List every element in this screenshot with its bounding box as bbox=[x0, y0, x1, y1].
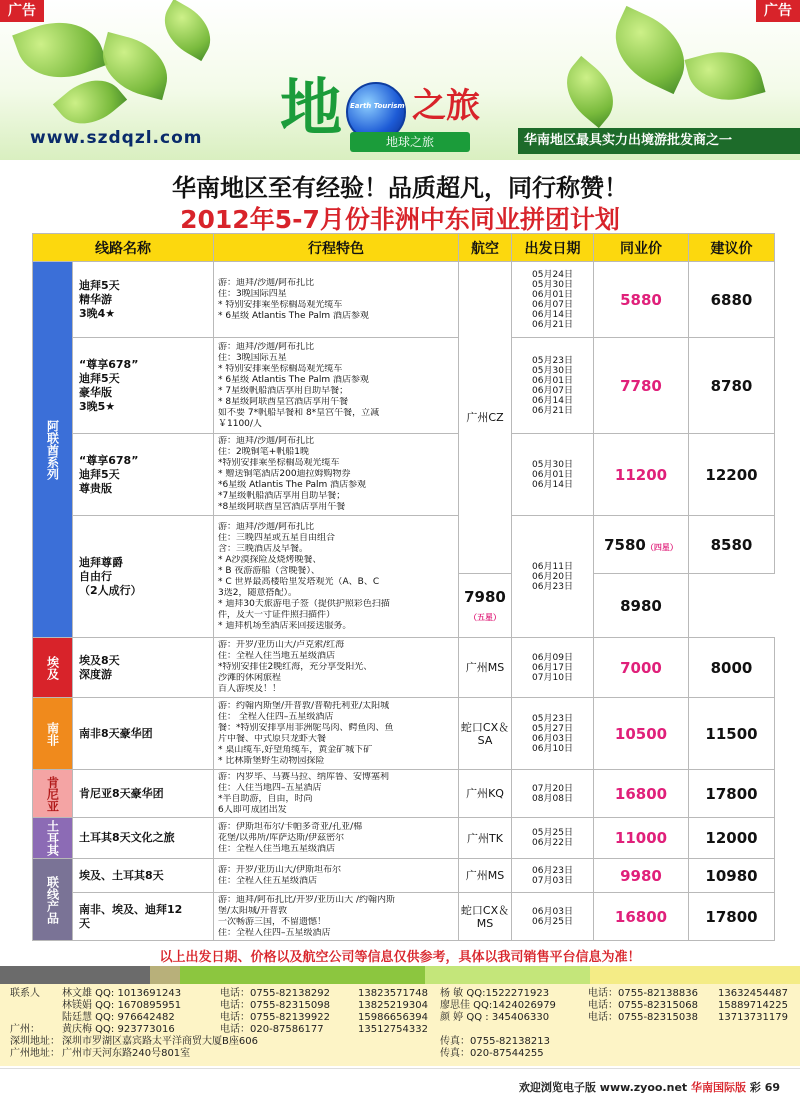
table-row bbox=[33, 262, 775, 338]
trade-price: 10500 bbox=[594, 698, 689, 770]
route-name bbox=[73, 698, 214, 770]
table-row bbox=[33, 893, 775, 941]
line-item: 自由行 bbox=[79, 569, 112, 583]
contact-row bbox=[10, 1000, 800, 1012]
line-item: 05月30日 bbox=[532, 459, 573, 470]
ad-label-left: 广告 bbox=[0, 0, 44, 22]
line-item: *半自助游，自由，时尚 bbox=[218, 793, 313, 804]
tour-schedule-table bbox=[32, 233, 775, 941]
route-features bbox=[214, 516, 459, 638]
line-item: * 特别安排乘坐棕榈岛观光缆车 bbox=[218, 363, 343, 374]
line-item: 05月30日 bbox=[532, 365, 573, 376]
line-item: 3晚4★ bbox=[79, 306, 116, 320]
logo-zhi: 之旅 bbox=[412, 86, 480, 126]
departure-dates bbox=[512, 770, 594, 818]
line-item: 如不要 7*帆船早餐和 8*皇宫午餐，立减 bbox=[218, 407, 380, 418]
contact-row bbox=[10, 1024, 800, 1036]
airline-ms bbox=[459, 638, 512, 698]
line-item: 6人即可成团出发 bbox=[218, 804, 287, 815]
line-item: 含：三晚酒店及早餐。 bbox=[218, 543, 309, 554]
line-item: * 8星级阿联酋皇宫酒店享用午餐 bbox=[218, 396, 349, 407]
route-name bbox=[73, 770, 214, 818]
line-item: “尊享678” bbox=[79, 357, 139, 371]
line-item: MS bbox=[487, 869, 505, 882]
retail-price: 17800 bbox=[689, 770, 775, 818]
retail-price: 11500 bbox=[689, 698, 775, 770]
line-item: 件，及大一寸证件照扫描件） bbox=[218, 609, 336, 620]
headline: 华南地区至有经验！品质超凡，同行称赞！ bbox=[172, 174, 628, 202]
contact-mobile: 15986656394 bbox=[358, 1012, 428, 1023]
address-row-guangzhou bbox=[10, 1048, 800, 1060]
departure-dates bbox=[512, 434, 594, 516]
route-features bbox=[214, 434, 459, 516]
line-item: 06月10日 bbox=[532, 743, 573, 754]
line-item: 游：迪拜/沙迦/阿布扎比 bbox=[218, 436, 315, 446]
footer-text bbox=[519, 1079, 780, 1095]
line-item: 05月25日 bbox=[532, 828, 573, 838]
line-item: CX＆ bbox=[482, 720, 510, 734]
logo bbox=[280, 72, 520, 158]
departure-dates bbox=[512, 638, 594, 698]
line-item: 住：全程入住当地五星级酒店 bbox=[218, 843, 336, 854]
line-item: 土耳其8天文化之旅 bbox=[79, 831, 175, 844]
line-item: 05月27日 bbox=[532, 723, 573, 734]
col-header-trade-price: 同业价 bbox=[594, 234, 689, 262]
line-item: 花堡/以弗所/库萨达斯/伊兹密尔 bbox=[218, 832, 345, 843]
line-item: * A沙漠探险及烧烤晚餐、 bbox=[218, 554, 322, 565]
leaf-decoration bbox=[601, 6, 699, 94]
line-item: 住： 全程入住四–五星级酒店 bbox=[218, 711, 334, 722]
contact-phone: 电话：020-87586177 bbox=[220, 1024, 324, 1035]
category-combo: 联线产品 bbox=[33, 859, 73, 941]
airline-ms bbox=[459, 859, 512, 893]
line-item: 07月10日 bbox=[532, 672, 573, 683]
color-segment bbox=[0, 966, 150, 984]
line-item: 07月03日 bbox=[532, 875, 573, 886]
line-item: KQ bbox=[488, 787, 504, 800]
contact-phone: 电话：0755-82139922 bbox=[220, 1012, 330, 1023]
table-row bbox=[33, 516, 775, 574]
contact-label bbox=[10, 1012, 62, 1024]
line-item: 住：3晚国际五星 bbox=[218, 352, 287, 363]
contact-mobile: 13512754332 bbox=[358, 1024, 428, 1035]
category-kenya: 肯尼亚 bbox=[33, 770, 73, 818]
route-name bbox=[73, 516, 214, 638]
table-header-row bbox=[33, 234, 775, 262]
contact-qq: 林镁娟 QQ: 1670895951 bbox=[62, 1000, 182, 1011]
line-item: * 比林斯堡野生动物园探险 bbox=[218, 755, 325, 766]
route-name bbox=[73, 434, 214, 516]
contact-qq: 颜 婷 QQ : 345406330 bbox=[440, 1012, 550, 1023]
trade-price: 5880 bbox=[594, 262, 689, 338]
line-item: *6星级 Atlantis The Palm 酒店参观 bbox=[218, 480, 367, 490]
departure-dates bbox=[512, 893, 594, 941]
address-label: 深圳地址： bbox=[10, 1036, 60, 1047]
retail-price-four-star: 8580 bbox=[689, 516, 775, 574]
table-row bbox=[33, 434, 775, 516]
line-item: 蛇口 bbox=[460, 903, 483, 917]
line-item: 3选2，随意搭配）。 bbox=[218, 587, 297, 598]
line-item: “尊享678” bbox=[79, 453, 139, 467]
line-item: 游：迪拜/沙迦/阿布扎比 bbox=[218, 277, 315, 288]
line-item: 广州 bbox=[466, 411, 489, 424]
retail-price: 12200 bbox=[689, 434, 775, 516]
line-item: *8星级阿联酋皇宫酒店享用午餐 bbox=[218, 502, 346, 512]
route-features bbox=[214, 893, 459, 941]
retail-price: 8780 bbox=[689, 338, 775, 434]
line-item: ￥1100/人 bbox=[218, 418, 262, 429]
trade-price: 11200 bbox=[594, 434, 689, 516]
line-item: * 赠送铜笔酒店200迪拉姆购物券 bbox=[218, 469, 351, 479]
line-item: 堡/太阳城/开普敦 bbox=[218, 905, 288, 916]
contact-mobile: 13825219304 bbox=[358, 1000, 428, 1011]
footer-brand: 华南国际版 bbox=[691, 1081, 747, 1094]
route-features bbox=[214, 638, 459, 698]
line-item: 住：入住当地四–五星酒店 bbox=[218, 782, 322, 793]
contact-mobile: 13713731179 bbox=[718, 1012, 788, 1023]
col-header-features: 行程特色 bbox=[214, 234, 459, 262]
line-item: * C 世界最高楼哈里发塔观光（A、B、C bbox=[218, 576, 380, 587]
contact-qq: 杨 敏 QQ:1522271923 bbox=[440, 988, 550, 999]
airline-tk bbox=[459, 818, 512, 859]
route-name bbox=[73, 338, 214, 434]
line-item: 06月22日 bbox=[532, 838, 573, 848]
retail-price: 6880 bbox=[689, 262, 775, 338]
line-item: 尊贵版 bbox=[79, 481, 112, 495]
contact-row bbox=[10, 1012, 800, 1024]
departure-dates bbox=[512, 338, 594, 434]
line-item: 餐：*特别安排享用非洲鸵鸟肉、鳄鱼肉、鱼 bbox=[218, 722, 394, 733]
line-item: 06月11日 bbox=[532, 561, 573, 572]
contact-mobile: 13823571748 bbox=[358, 988, 428, 999]
line-item: 一次畅游三国，不留遗憾！ bbox=[218, 916, 327, 927]
contact-label bbox=[10, 1000, 62, 1012]
route-features bbox=[214, 818, 459, 859]
line-item: 迪拜5天 bbox=[79, 278, 120, 292]
line-item: 住：全程入住五星级酒店 bbox=[218, 875, 318, 886]
line-item: 住：2晚铜笔+帆船1晚 bbox=[218, 447, 309, 457]
line-item: 住：全程入住当地五星级酒店 bbox=[218, 651, 336, 661]
category-egypt: 埃及 bbox=[33, 638, 73, 698]
disclaimer-notice: 以上出发日期、价格以及航空公司等信息仅供参考，具体以我司销售平台信息为准！ bbox=[159, 950, 641, 965]
contact-qq: 廖思佳 QQ:1424026979 bbox=[440, 1000, 556, 1011]
trade-price-four-star: 7580（四星） bbox=[594, 516, 689, 574]
airline-cx-ms bbox=[459, 893, 512, 941]
route-name bbox=[73, 638, 214, 698]
trade-price: 16800 bbox=[594, 770, 689, 818]
route-features bbox=[214, 859, 459, 893]
line-item: *7星级帆船酒店享用自助早餐； bbox=[218, 491, 346, 501]
line-item: 06月21日 bbox=[532, 405, 573, 416]
retail-price: 12000 bbox=[689, 818, 775, 859]
line-item: 蛇口 bbox=[460, 720, 483, 734]
address-label: 广州地址： bbox=[10, 1048, 60, 1059]
contact-mobile: 15889714225 bbox=[718, 1000, 788, 1011]
trade-price: 7000 bbox=[594, 638, 689, 698]
line-item: *特别安排住2晚红海，充分享受阳光、 bbox=[218, 662, 373, 672]
departure-dates bbox=[512, 859, 594, 893]
contact-label: 广州： bbox=[10, 1024, 40, 1035]
header-banner bbox=[0, 0, 800, 160]
category-south-africa: 南非 bbox=[33, 698, 73, 770]
line-item: 深度游 bbox=[79, 667, 112, 681]
line-item: *特别安排乘坐棕榈岛观光缆车 bbox=[218, 458, 340, 468]
line-item: 05月30日 bbox=[532, 279, 573, 290]
line-item: 迪拜5天 bbox=[79, 371, 120, 385]
line-item: * 6星级 Atlantis The Palm 酒店参观 bbox=[218, 310, 370, 321]
page-title: 2012年5-7月份非洲中东同业拼团计划 bbox=[180, 205, 620, 234]
line-item: 游：内罗毕、马赛马拉、纳库鲁、安博塞利 bbox=[218, 771, 390, 782]
route-features bbox=[214, 698, 459, 770]
retail-price: 10980 bbox=[689, 859, 775, 893]
color-divider bbox=[0, 966, 800, 984]
line-item: 06月03日 bbox=[532, 733, 573, 744]
line-item: 住：三晚四星或五星自由组合 bbox=[218, 532, 336, 543]
slogan-bar: 华南地区最具实力出境游批发商之一 bbox=[518, 128, 800, 154]
line-item: 05月23日 bbox=[532, 713, 573, 724]
ad-label-right: 广告 bbox=[756, 0, 800, 22]
line-item: SA bbox=[477, 733, 493, 747]
airline-kq bbox=[459, 770, 512, 818]
contact-phone: 电话：0755-82315038 bbox=[588, 1012, 698, 1023]
route-features bbox=[214, 262, 459, 338]
line-item: 06月17日 bbox=[532, 662, 573, 673]
line-item: 沙滩的休闲旅程 bbox=[218, 673, 282, 683]
line-item: 迪拜5天 bbox=[79, 467, 120, 481]
contact-qq: 黄庆梅 QQ: 923773016 bbox=[62, 1024, 175, 1035]
line-item: 游：开罗/亚历山大/卢克索/红海 bbox=[218, 640, 345, 650]
line-item: 06月07日 bbox=[532, 299, 573, 310]
page-footer bbox=[0, 1068, 800, 1100]
line-item: 06月14日 bbox=[532, 479, 573, 490]
line-item: 住：全程入住四–五星级酒店 bbox=[218, 927, 331, 938]
contact-qq: 林文雄 QQ: 1013691243 bbox=[62, 988, 182, 999]
leaf-decoration bbox=[553, 56, 627, 128]
logo-main-char: 地 bbox=[280, 71, 343, 144]
line-item: 天 bbox=[79, 916, 90, 930]
contact-info bbox=[0, 984, 800, 1066]
line-item: 广州 bbox=[466, 787, 489, 800]
fax-number: 传真：020-87544255 bbox=[440, 1048, 544, 1059]
contact-qq: 陆廷慧 QQ: 976642482 bbox=[62, 1012, 175, 1023]
contact-phone: 电话：0755-82138292 bbox=[220, 988, 330, 999]
route-name bbox=[73, 893, 214, 941]
route-features bbox=[214, 338, 459, 434]
col-header-airline: 航空 bbox=[459, 234, 512, 262]
departure-dates bbox=[512, 818, 594, 859]
line-item: 08月08日 bbox=[532, 793, 573, 804]
airline-cz bbox=[459, 262, 512, 574]
table-row bbox=[33, 698, 775, 770]
line-item: 06月14日 bbox=[532, 309, 573, 320]
contact-phone: 电话：0755-82138836 bbox=[588, 988, 698, 999]
route-name bbox=[73, 818, 214, 859]
departure-dates bbox=[512, 516, 594, 638]
address-text: 广州市天河东路240号801室 bbox=[62, 1048, 191, 1059]
table-row bbox=[33, 638, 775, 698]
line-item: MS bbox=[487, 661, 505, 674]
line-item: 06月01日 bbox=[532, 375, 573, 386]
line-item: （2人成行） bbox=[79, 583, 142, 597]
address-text: 深圳市罗湖区嘉宾路太平洋商贸大厦B座606 bbox=[62, 1036, 258, 1047]
departure-dates bbox=[512, 698, 594, 770]
retail-price: 8000 bbox=[689, 638, 775, 698]
address-row-shenzhen bbox=[10, 1036, 800, 1048]
line-item: 埃及8天 bbox=[79, 653, 120, 667]
line-item: 百人游埃及！！ bbox=[218, 684, 282, 694]
contact-label: 联系人 bbox=[10, 988, 40, 999]
line-item: 05月24日 bbox=[532, 269, 573, 280]
category-turkey: 土耳其 bbox=[33, 818, 73, 859]
route-features bbox=[214, 770, 459, 818]
trade-price: 7780 bbox=[594, 338, 689, 434]
line-item: 广州 bbox=[465, 661, 488, 674]
col-header-dates: 出发日期 bbox=[512, 234, 594, 262]
airline-cx-sa bbox=[459, 698, 512, 770]
color-segment bbox=[150, 966, 180, 984]
line-item: 片中餐、中式原只龙虾大餐 bbox=[218, 733, 327, 744]
contact-phone: 电话：0755-82315098 bbox=[220, 1000, 330, 1011]
line-item: * 7星级帆船酒店享用自助早餐； bbox=[218, 385, 349, 396]
table-row bbox=[33, 338, 775, 434]
line-item: 迪拜尊爵 bbox=[79, 555, 123, 569]
line-item: * 6星级 Atlantis The Palm 酒店参观 bbox=[218, 374, 370, 385]
line-item: 游：迪拜/沙迦/阿布扎比 bbox=[218, 521, 315, 532]
line-item: CZ bbox=[488, 411, 504, 424]
trade-price-five-star: 7980（五星） bbox=[459, 574, 512, 638]
line-item: 06月09日 bbox=[532, 652, 573, 663]
line-item: 06月01日 bbox=[532, 289, 573, 300]
line-item: 广州 bbox=[465, 869, 488, 882]
table-row bbox=[33, 818, 775, 859]
footer-welcome: 欢迎浏览电子版 bbox=[518, 1081, 596, 1094]
line-item: 精华游 bbox=[79, 292, 112, 306]
retail-price-five-star: 8980 bbox=[594, 574, 689, 638]
line-item: 06月21日 bbox=[532, 319, 573, 330]
trade-price: 16800 bbox=[594, 893, 689, 941]
line-item: 06月14日 bbox=[532, 395, 573, 406]
line-item: 06月23日 bbox=[532, 581, 573, 592]
line-item: 06月03日 bbox=[532, 906, 573, 917]
col-header-retail-price: 建议价 bbox=[689, 234, 775, 262]
line-item: 广州 bbox=[467, 831, 490, 845]
line-item: 游：约翰内斯堡/开普敦/普勒托利亚/太阳城 bbox=[218, 700, 390, 711]
line-item: 06月20日 bbox=[532, 571, 573, 582]
line-item: 07月20日 bbox=[532, 783, 573, 794]
page-number: 彩 69 bbox=[749, 1081, 780, 1094]
trade-price: 9980 bbox=[594, 859, 689, 893]
line-item: 豪华版 bbox=[79, 385, 112, 399]
route-name bbox=[73, 859, 214, 893]
table-row bbox=[33, 770, 775, 818]
line-item: CX＆ bbox=[482, 903, 510, 917]
color-segment bbox=[590, 966, 800, 984]
line-item: 06月07日 bbox=[532, 385, 573, 396]
contact-row bbox=[10, 988, 800, 1000]
site-url[interactable]: www.szdqzl.com bbox=[30, 128, 203, 148]
logo-subtitle: 地球之旅 bbox=[350, 132, 470, 152]
table-row bbox=[33, 859, 775, 893]
category-uae: 阿联酋系列 bbox=[33, 262, 73, 638]
line-item: * B 夜游游船（含晚餐）、 bbox=[218, 565, 320, 576]
line-item: * 特别安排乘坐棕榈岛观光缆车 bbox=[218, 299, 343, 310]
retail-price: 17800 bbox=[689, 893, 775, 941]
line-item: 埃及、土耳其8天 bbox=[79, 868, 164, 882]
logo-english: Earth Tourism bbox=[350, 102, 405, 110]
line-item: 3晚5★ bbox=[79, 399, 116, 413]
route-name bbox=[73, 262, 214, 338]
line-item: * 桌山缆车,好望角缆车，黄金矿城下矿 bbox=[218, 744, 373, 755]
line-item: TK bbox=[489, 831, 503, 845]
trade-price: 11000 bbox=[594, 818, 689, 859]
line-item: 南非8天豪华团 bbox=[79, 726, 153, 740]
contact-phone: 电话：0755-82315068 bbox=[588, 1000, 698, 1011]
line-item: 05月23日 bbox=[532, 355, 573, 366]
leaf-decoration bbox=[154, 0, 222, 61]
footer-site-link[interactable]: www.zyoo.net bbox=[599, 1081, 688, 1094]
line-item: 南非、埃及、迪拜12 bbox=[79, 902, 183, 916]
line-item: 游：迪拜/阿布扎比/开罗/亚历山大 /约翰内斯 bbox=[218, 894, 395, 905]
line-item: 游：迪拜/沙迦/阿布扎比 bbox=[218, 341, 315, 352]
line-item: 住：3晚国际四星 bbox=[218, 288, 287, 299]
line-item: * 迪拜机场至酒店来回接送服务。 bbox=[218, 620, 352, 631]
line-item: MS bbox=[476, 916, 494, 930]
line-item: 06月25日 bbox=[532, 916, 573, 927]
line-item: 游：开罗/亚历山大/伊斯坦布尔 bbox=[218, 864, 342, 875]
col-header-route: 线路名称 bbox=[33, 234, 214, 262]
fax-number: 传真：0755-82138213 bbox=[440, 1036, 550, 1047]
line-item: 肯尼亚8天豪华团 bbox=[79, 786, 164, 800]
line-item: 06月23日 bbox=[532, 865, 573, 876]
line-item: * 迪拜30天旅游电子签（提供护照彩色扫描 bbox=[218, 598, 390, 609]
line-item: 06月01日 bbox=[532, 469, 573, 480]
color-segment bbox=[180, 966, 425, 984]
contact-mobile: 13632454487 bbox=[718, 988, 788, 999]
line-item: 游：伊斯坦布尔/卡帕多奇亚/孔亚/棉 bbox=[218, 821, 363, 832]
departure-dates bbox=[512, 262, 594, 338]
leaf-decoration bbox=[684, 42, 765, 110]
color-segment bbox=[425, 966, 590, 984]
